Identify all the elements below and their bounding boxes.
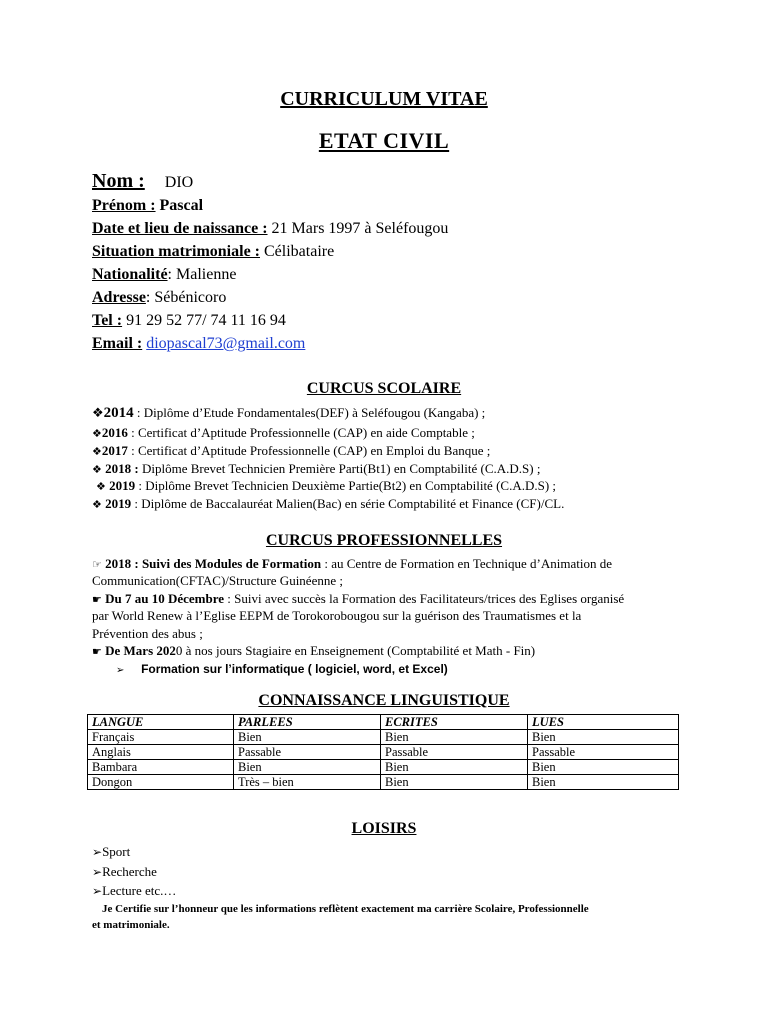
email-link[interactable]: diopascal73@gmail.com [146, 335, 306, 352]
loisir-item [92, 883, 176, 899]
pro-item-title: 2018 : Suivi des Modules de Formation [105, 556, 322, 571]
certification-line: et matrimoniale. [92, 919, 170, 931]
table-row [88, 745, 679, 760]
cursus-scolaire-heading: CURCUS SCOLAIRE [306, 380, 462, 397]
arrow-bullet-icon: ➢ [92, 884, 103, 898]
table-cell: Passable [528, 745, 679, 760]
table-cell: Bien [528, 730, 679, 745]
loisir-label: Recherche [102, 864, 157, 879]
certification-line: Je Certifie sur l’honneur que les informations reflètent exactement ma carrière Scolaire, Professionnelle [102, 903, 589, 915]
loisirs-heading: LOISIRS [351, 820, 417, 837]
scolaire-text: : Certificat d’Aptitude Professionnelle (CAP) en aide Comptable ; [127, 425, 475, 440]
situation-line [92, 243, 334, 261]
diamond-bullet-icon: ❖ [92, 463, 102, 476]
diamond-bullet-icon: ❖ [92, 427, 102, 440]
table-cell: Français [88, 730, 234, 745]
scolaire-year: 2018 : [105, 461, 139, 476]
nationalite-label: Nationalité [92, 266, 168, 283]
naissance-label: Date et lieu de naissance : [92, 220, 268, 237]
loisir-item [92, 844, 130, 860]
table-row [88, 775, 679, 790]
pro-item-continuation: Communication(CFTAC)/Structure Guinéenne ; [92, 573, 343, 588]
table-row [88, 760, 679, 775]
nom-value: DIO [164, 174, 194, 191]
loisir-label: Sport [102, 844, 131, 859]
pro-item-title: Du 7 au 10 Décembre [105, 591, 225, 606]
scolaire-year: 2014 [103, 405, 134, 421]
pro-item [116, 662, 448, 676]
diamond-bullet-icon: ❖ [96, 480, 106, 493]
column-header: PARLEES [234, 715, 381, 730]
scolaire-text: : Diplôme Brevet Technicien Deuxième Partie(Bt2) en Comptabilité (C.A.D.S) ; [135, 478, 557, 493]
adresse-label: Adresse [92, 289, 146, 306]
pro-item-title: De Mars 202 [105, 643, 176, 658]
etat-civil-heading: ETAT CIVIL [318, 128, 450, 153]
pointing-hand-icon: ☞ [92, 558, 102, 571]
table-cell: Bien [381, 760, 528, 775]
pro-item [92, 556, 612, 572]
situation-label: Situation matrimoniale : [92, 243, 260, 260]
adresse-line [92, 289, 226, 307]
prenom-line [92, 197, 203, 215]
table-cell: Bambara [88, 760, 234, 775]
table-row [88, 730, 679, 745]
naissance-line [92, 220, 448, 238]
langues-heading: CONNAISSANCE LINGUISTIQUE [258, 692, 510, 709]
tel-line [92, 312, 286, 330]
prenom-value: Pascal [159, 197, 204, 214]
page-title: CURRICULUM VITAE [280, 88, 488, 110]
arrow-bullet-icon: ➢ [92, 845, 103, 859]
scolaire-text: : Diplôme d’Etude Fondamentales(DEF) à Seléfougou (Kangaba) ; [133, 405, 486, 420]
scolaire-item [92, 425, 475, 441]
column-header: ECRITES [381, 715, 528, 730]
table-header-row [88, 715, 679, 730]
langues-table [87, 714, 679, 790]
scolaire-year: 2019 [105, 496, 132, 511]
table-cell: Bien [234, 730, 381, 745]
pointing-hand-icon: ☛ [92, 645, 102, 658]
pro-item-text: Formation sur l’informatique ( logiciel, word, et Excel) [141, 662, 448, 676]
scolaire-item [92, 443, 490, 459]
nom-line [92, 170, 193, 193]
column-header: LUES [528, 715, 679, 730]
pro-item-text: 0 à nos jours Stagiaire en Enseignement (Comptabilité et Math - Fin) [175, 643, 536, 658]
loisir-item [92, 864, 157, 880]
tel-label: Tel : [92, 312, 123, 329]
scolaire-text: : Diplôme de Baccalauréat Malien(Bac) en série Comptabilité et Finance (CF)/CL. [131, 496, 565, 511]
scolaire-text: : Certificat d’Aptitude Professionnelle (CAP) en Emploi du Banque ; [127, 443, 491, 458]
scolaire-year: 2017 [101, 443, 128, 458]
pro-item [92, 643, 535, 659]
table-cell: Dongon [88, 775, 234, 790]
pro-item-continuation: par World Renew à l’Eglise EEPM de Torokorobougou sur la guérison des Traumatismes et la [92, 608, 582, 623]
cursus-pro-heading: CURCUS PROFESSIONNELLES [265, 532, 503, 549]
table-cell: Très – bien [234, 775, 381, 790]
loisir-label: Lecture etc.… [102, 883, 177, 898]
tel-value: 91 29 52 77/ 74 11 16 94 [126, 312, 286, 329]
scolaire-text: Diplôme Brevet Technicien Première Parti(Bt1) en Comptabilité (C.A.D.S) ; [138, 461, 541, 476]
naissance-value: 21 Mars 1997 à Seléfougou [271, 220, 449, 237]
table-cell: Passable [234, 745, 381, 760]
table-cell: Passable [381, 745, 528, 760]
nationalite-value: : Malienne [167, 266, 237, 283]
situation-value: Célibataire [264, 243, 335, 260]
table-cell: Bien [528, 760, 679, 775]
column-header: LANGUE [88, 715, 234, 730]
email-line [92, 335, 305, 353]
prenom-label: Prénom : [92, 197, 156, 214]
scolaire-item [92, 496, 564, 512]
arrow-bullet-icon: ➢ [116, 665, 125, 676]
table-cell: Bien [381, 730, 528, 745]
email-label: Email : [92, 335, 143, 352]
table-cell: Anglais [88, 745, 234, 760]
pro-item-text: : au Centre de Formation en Technique d’Animation de [321, 556, 613, 571]
table-cell: Bien [528, 775, 679, 790]
pro-item [92, 591, 624, 607]
adresse-value: : Sébénicoro [145, 289, 227, 306]
scolaire-item [92, 461, 540, 477]
arrow-bullet-icon: ➢ [92, 865, 103, 879]
nom-label: Nom : [92, 170, 145, 192]
scolaire-item [96, 478, 556, 494]
scolaire-item [92, 405, 485, 422]
scolaire-year: 2016 [101, 425, 128, 440]
diamond-bullet-icon: ❖ [92, 445, 102, 458]
diamond-bullet-icon: ❖ [92, 498, 102, 511]
table-cell: Bien [234, 760, 381, 775]
diamond-bullet-icon: ❖ [92, 406, 104, 421]
pro-item-continuation: Prévention des abus ; [92, 626, 203, 641]
pro-item-text: : Suivi avec succès la Formation des Facilitateurs/trices des Eglises organisé [224, 591, 625, 606]
scolaire-year: 2019 [109, 478, 136, 493]
pointing-hand-icon: ☛ [92, 593, 102, 606]
nationalite-line [92, 266, 236, 284]
table-cell: Bien [381, 775, 528, 790]
